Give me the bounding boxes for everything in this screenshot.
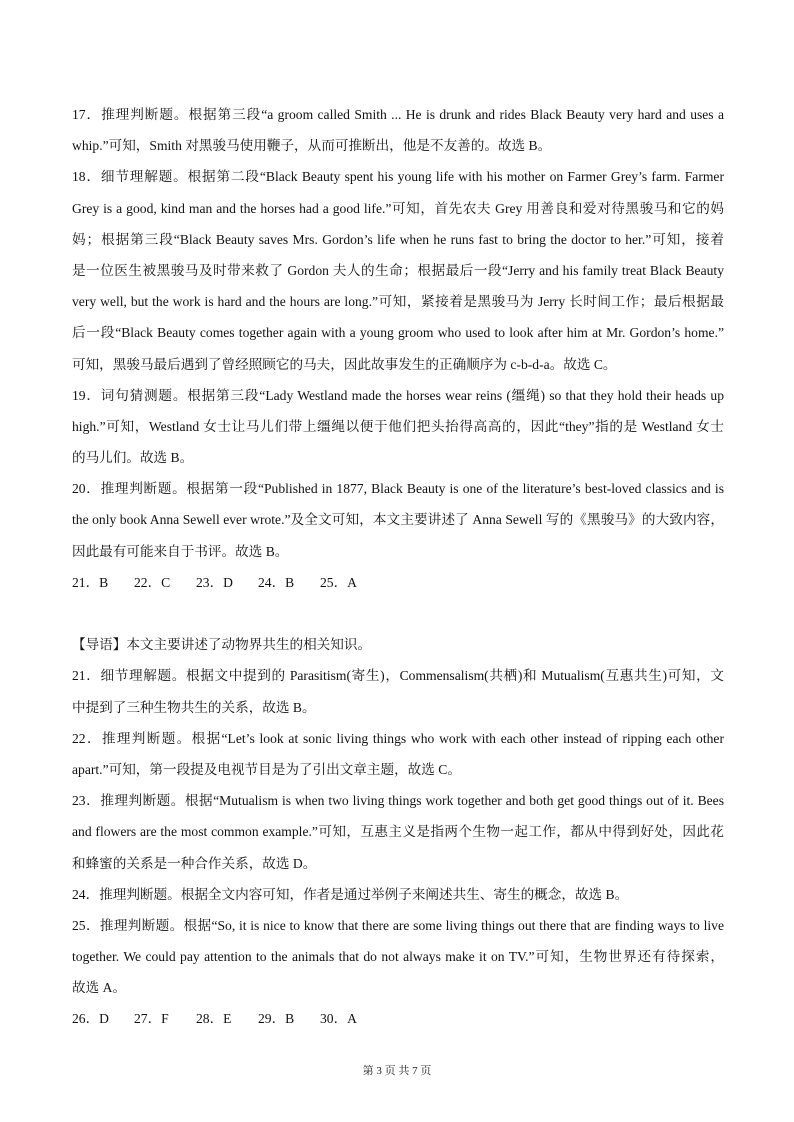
question-17 [72, 99, 724, 161]
answer-item: 21．B [72, 574, 109, 590]
answer-item: 27．F [134, 1011, 169, 1027]
answer-key-26-30 [72, 1003, 724, 1034]
text-line: 和蜂蜜的关系是一种合作关系，故选 D。 [72, 855, 317, 871]
text-line: 18．细节理解题。根据第二段“Black Beauty spent his young life with his mother on Farmer Grey’s farm. Farmer [72, 169, 724, 185]
text-line: together. We could pay attention to the animals that do not always make it on TV.”可知，生物世界还有待探索， [72, 949, 724, 965]
section-spacer [72, 598, 724, 629]
question-24 [72, 879, 724, 910]
answer-item: 28．E [196, 1011, 232, 1027]
text-line: 20．推理判断题。根据第一段“Published in 1877, Black Beauty is one of the literature’s best-loved classics and is [72, 481, 724, 497]
question-25 [72, 910, 724, 1004]
text-line: 21．细节理解题。根据文中提到的 Parasitism(寄生)，Commensalism(共栖)和 Mutualism(互惠共生)可知，文 [72, 668, 724, 684]
text-line: 故选 A。 [72, 980, 126, 996]
question-19 [72, 380, 724, 474]
answer-key-21-25 [72, 567, 724, 598]
question-20 [72, 473, 724, 567]
answer-item: 23．D [196, 574, 234, 590]
text-line: Grey is a good, kind man and the horses had a good life.”可知，首先农夫 Grey 用善良和爱对待黑骏马和它的妈 [72, 200, 724, 216]
text-line: 妈；根据第三段“Black Beauty saves Mrs. Gordon’s life when he runs fast to bring the doctor to her.”可知，接着 [72, 231, 724, 247]
question-23 [72, 785, 724, 879]
text-line: 因此最有可能来自于书评。故选 B。 [72, 543, 289, 559]
question-22 [72, 723, 724, 785]
text-line: 中提到了三种生物共生的关系，故选 B。 [72, 699, 316, 715]
question-18 [72, 161, 724, 379]
answer-item: 24．B [258, 574, 295, 590]
answer-item: 30．A [320, 1011, 358, 1027]
text-line: 25．推理判断题。根据“So, it is nice to know that there are some living things out there that are finding ways to live [72, 917, 724, 933]
text-line: 可知，黑骏马最后遇到了曾经照顾它的马夫，因此故事发生的正确顺序为 c-b-d-a。故选 C。 [72, 356, 617, 372]
text-line: the only book Anna Sewell ever wrote.”及全文可知，本文主要讲述了 Anna Sewell 写的《黑骏马》的大致内容， [72, 512, 724, 528]
text-line: 的马儿们。故选 B。 [72, 450, 194, 466]
text-line: and flowers are the most common example.”可知，互惠主义是指两个生物一起工作，都从中得到好处，因此花 [72, 824, 724, 840]
section-lead: 【导语】本文主要讲述了动物界共生的相关知识。 [72, 637, 372, 653]
text-line: whip.”可知，Smith 对黑骏马使用鞭子，从而可推断出，他是不友善的。故选 B。 [72, 138, 552, 154]
text-line: 24．推理判断题。根据全文内容可知，作者是通过举例子来阐述共生、寄生的概念，故选 B。 [72, 886, 629, 902]
text-line: 后一段“Black Beauty comes together again with a young groom who used to look after him at Mr. Gordon’s home.” [72, 325, 724, 341]
answer-item: 22．C [134, 574, 171, 590]
text-line: 23．推理判断题。根据“Mutualism is when two living things work together and both get good things out of it. Bees [72, 793, 724, 809]
text-line: 19．词句猜测题。根据第三段“Lady Westland made the horses wear reins (缰绳) so that they hold their heads up [72, 387, 724, 403]
page-number-footer: 第 3 页 共 7 页 [362, 1065, 432, 1077]
text-line: very well, but the work is hard and the hours are long.”可知，紧接着是黑骏马为 Jerry 长时间工作；最后根据最 [72, 294, 724, 310]
answer-item: 29．B [258, 1011, 295, 1027]
question-21 [72, 660, 724, 722]
text-line: apart.”可知，第一段提及电视节目是为了引出文章主题，故选 C。 [72, 761, 461, 777]
text-line: 是一位医生被黑骏马及时带来救了 Gordon 夫人的生命；根据最后一段“Jerry and his family treat Black Beauty [72, 262, 724, 278]
answer-item: 26．D [72, 1011, 110, 1027]
text-line: 17．推理判断题。根据第三段“a groom called Smith ... He is drunk and rides Black Beauty very hard and uses a [72, 107, 724, 122]
text-line: 22．推理判断题。根据“Let’s look at sonic living things who work with each other instead of ripping each other [72, 730, 724, 746]
text-line: high.”可知，Westland 女士让马儿们带上缰绳以便于他们把头抬得高高的，因此“they”指的是 Westland 女士 [72, 418, 724, 434]
answer-item: 25．A [320, 574, 358, 590]
page-content [72, 99, 724, 1035]
